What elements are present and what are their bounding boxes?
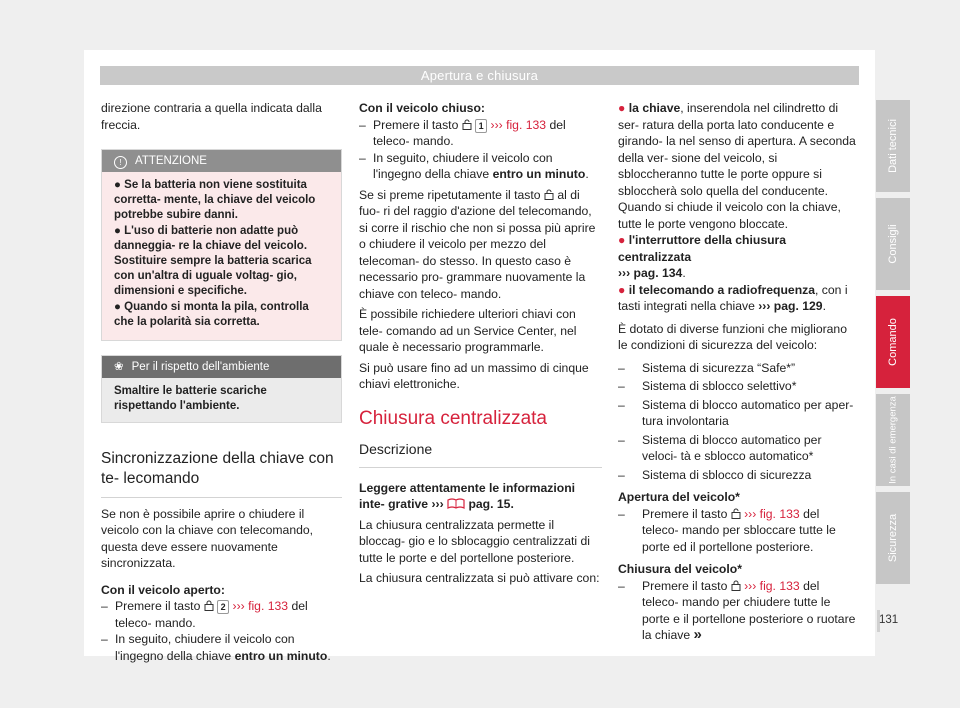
figure-link[interactable]: ››› fig. 133: [744, 578, 800, 593]
list-item: – Sistema di sblocco selettivo*: [618, 379, 797, 393]
page-number: 131: [879, 614, 899, 626]
list-item: – In seguito, chiudere il veicolo con l'ingegno della chiave entro un minuto.: [101, 632, 331, 663]
warning-box: [101, 149, 342, 341]
environment-box: [101, 355, 342, 423]
warning-body: [102, 172, 341, 340]
warning-title: ATTENZIONE: [135, 155, 207, 167]
book-icon: [447, 498, 465, 509]
warning-item: ● Se la batteria non viene sostituita corretta- mente, la chiave del veicolo potrebbe subire danni.: [114, 179, 316, 221]
list-item: – In seguito, chiudere il veicolo con l'ingegno della chiave entro un minuto.: [359, 150, 589, 181]
key-number: 1: [475, 119, 487, 133]
page-link[interactable]: ››› pag. 134: [618, 266, 683, 280]
unlock-icon: [544, 189, 554, 200]
list-item: – Sistema di blocco automatico per aper- tura involontaria: [618, 397, 854, 428]
paragraph: La chiusura centralizzata permette il bloccag- gio e lo sblocaggio centralizzati di tutte le porte e del portellone posteriore.: [359, 517, 591, 565]
page-link[interactable]: pag. 15: [468, 497, 511, 511]
warning-item: ● L'uso di batterie non adatte può danneggia- re la chiave del veicolo. Sostituire sempre la batteria scarica con un'altra di uguale voltag- gio, dimensioni e specifiche.: [114, 225, 312, 297]
tab-sicurezza[interactable]: Sicurezza: [876, 492, 910, 584]
paragraph: Se si preme ripetutamente il tasto al di fuo- ri del raggio d'azione del telecomando, si corre il rischio che non si possa più aprire o chiudere il veicolo per mezzo del telecoman- do stesso. In questo caso è necessario pro- grammare nuovamente la chiave con teleco- mando.: [359, 187, 596, 301]
unlock-icon: [462, 119, 472, 130]
paragraph: È dotato di diverse funzioni che migliorano le condizioni di sicurezza del veicolo:: [618, 321, 847, 352]
figure-link[interactable]: ››› fig. 133: [490, 117, 547, 132]
tab-comando[interactable]: Comando: [876, 296, 910, 388]
lock-icon: [204, 600, 214, 611]
section-title: Chiusura centralizzata: [359, 407, 547, 429]
close-label: Chiusura del veicolo*: [618, 562, 742, 576]
list-item: – Premere il tasto ››› fig. 133 del teleco- mando per chiudere tutte le porte e il portellone posteriore o ruotare la chiave »: [618, 578, 856, 643]
tab-emergenza[interactable]: In casi di emergenza: [876, 394, 910, 486]
subsection-title: Descrizione: [359, 439, 602, 468]
environment-text: Smaltire le batterie scariche rispettando l'ambiente.: [114, 384, 267, 412]
figure-link[interactable]: ››› fig. 133: [232, 599, 289, 614]
closed-label: Con il veicolo chiuso:: [359, 101, 485, 115]
lock-icon: [731, 580, 741, 591]
page-link[interactable]: ››› pag. 129: [758, 299, 823, 313]
key-number: 2: [217, 600, 229, 614]
environment-header: [102, 356, 341, 378]
warning-icon: !: [114, 156, 127, 169]
tab-dati-tecnici[interactable]: Dati tecnici: [876, 100, 910, 192]
list-item: – Sistema di blocco automatico per veloci- tà e sblocco automatico*: [618, 432, 822, 463]
list-item: – Premere il tasto ››› fig. 133 del teleco- mando per sbloccare tutte le porte ed il portellone posteriore.: [618, 506, 836, 554]
warning-item: ● Quando si monta la pila, controlla che la polarità sia corretta.: [114, 301, 309, 329]
intro-text: direzione contraria a quella indicata dalla freccia.: [101, 101, 322, 132]
column-3: [618, 100, 858, 646]
read-note: Leggere attentamente le informazioni inte- grative ››› pag. 15.: [359, 480, 576, 511]
bullet-item: ● la chiave, inserendola nel cilindretto di ser- ratura della porta lato conducente e girando- la nel senso di apertura. A seconda della ver- sione del veicolo, si sbloccheranno tutte le porte oppure si sbloccherà solo quella del conducente. Quando si chiude il veicolo con la chiave, tutte le porte vengono bloccate.: [618, 101, 856, 231]
page-header: Apertura e chiusura: [100, 66, 859, 85]
column-1: [101, 100, 342, 664]
list-item: – Sistema di sicurezza “Safe*”: [618, 360, 796, 375]
environment-title: Per il rispetto dell'ambiente: [131, 360, 270, 373]
warning-header: [102, 150, 341, 172]
open-label: Apertura del veicolo*: [618, 490, 740, 504]
figure-link[interactable]: ››› fig. 133: [744, 506, 800, 521]
list-item: – Premere il tasto 1 ››› fig. 133 del teleco- mando.: [359, 117, 566, 148]
leaf-icon: ❀: [114, 360, 124, 373]
unlock-icon: [731, 508, 741, 519]
sync-text: Se non è possibile aprire o chiudere il veicolo con la chiave con telecomando, questa deve essere nuovamente sincronizzata.: [101, 506, 314, 571]
tab-consigli[interactable]: Consigli: [876, 198, 910, 290]
continue-arrow: »: [693, 626, 702, 643]
section-heading-sync: Sincronizzazione della chiave con te- lecomando: [101, 449, 342, 498]
paragraph: La chiusura centralizzata si può attivare con:: [359, 571, 600, 585]
open-label: Con il veicolo aperto:: [101, 582, 225, 597]
paragraph: È possibile richiedere ulteriori chiavi con tele- comando ad un Service Center, nel quale è necessario programmarle.: [359, 307, 577, 354]
column-2: [359, 100, 602, 587]
paragraph: Si può usare fino ad un massimo di cinque chiavi elettroniche.: [359, 360, 589, 391]
list-item: – Sistema di sblocco di sicurezza: [618, 467, 812, 482]
list-item: – Premere il tasto 2 ››› fig. 133 del teleco- mando.: [101, 599, 308, 630]
bullet-item: ● il telecomando a radiofrequenza, con i tasti integrati nella chiave ››› pag. 129.: [618, 282, 848, 313]
bullet-item: ● l'interruttore della chiusura centralizzata ››› pag. 134.: [618, 233, 787, 280]
